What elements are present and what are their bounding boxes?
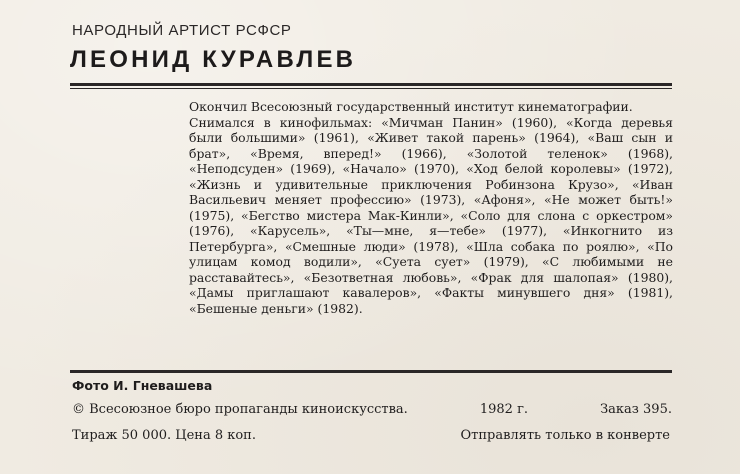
copyright-line [72, 402, 672, 417]
photo-credit: Фото И. Гневашева [72, 378, 213, 393]
imprint-line [72, 428, 670, 443]
filmography-paragraph: Снимался в кинофильмах: «Мичман Панин» (1960), «Когда деревья были большими» (1961), «Живет такой парень» (1964), «Ваш сын и брат», «Время, вперед!» (1966), «Золотой теленок» (1968), «Неподсуден» (1969), «Начало» (1970), «Ход белой королевы» (1972), «Жизнь и удивительные приключения Робинзона Крузо», «Иван Васильевич меняет профессию» (1973), «Афоня», «Не может быть!» (1975), «Бегство мистера Мак-Кинли», «Соло для слона с оркестром» (1976), «Карусель», «Ты—мне, я—тебе» (1977), «Инкогнито из Петербурга», «Смешные люди» (1978), «Шла собака по роялю», «По улицам комод водили», «Суета сует» (1979), «С любимыми не расставайтесь», «Безответная любовь», «Фрак для шалопая» (1980), «Дамы приглашают кавалеров», «Факты минувшего дня» (1981), «Бешеные деньги» (1982). [189, 114, 673, 316]
footer-divider [70, 370, 672, 373]
header-divider [70, 83, 672, 89]
actor-name: ЛЕОНИД КУРАВЛЕВ [70, 46, 357, 73]
actor-title: НАРОДНЫЙ АРТИСТ РСФСР [72, 22, 292, 39]
copyright-text: © Всесоюзное бюро пропаганды киноискусства. [72, 402, 408, 417]
education-paragraph: Окончил Всесоюзный государственный институт кинематографии. [189, 99, 633, 114]
order-number: Заказ 395. [600, 402, 672, 417]
print-run-price: Тираж 50 000. Цена 8 коп. [72, 428, 256, 443]
year-text: 1982 г. [479, 402, 529, 417]
send-instruction: Отправлять только в конверте [460, 428, 670, 443]
biography-text [189, 99, 673, 316]
